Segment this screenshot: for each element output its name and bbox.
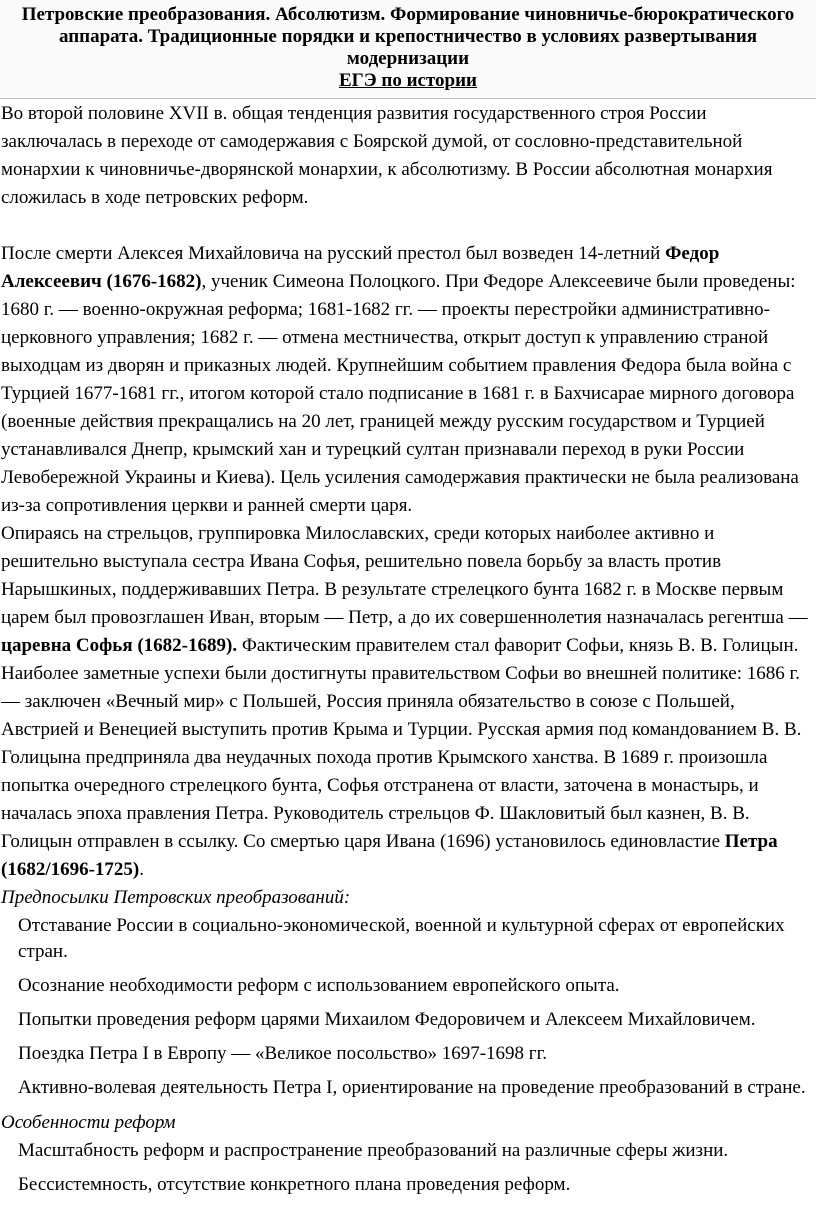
list-item: Отставание России в социально-экономической, военной и культурной сферах от европейских стран. <box>18 915 785 962</box>
paragraph-fedor-text-2: , ученик Симеона Полоцкого. При Федоре Алексеевиче были проведены: 1680 г. — военно-окружная реформа; 1681-1682 гг. — проекты перестройки административно-церковного управления; 1682 г. — отмена местничества, открыт доступ к управлению страной выходцам из дворян и приказных людей. Крупнейшим событием правления Федора была война с Турцией 1677-1681 гг., итогом которой стало подписание в 1681 г. в Бахчисарае мирного договора (военные действия прекращались на 20 лет, границей между русским государством и Турцией устанавливался Днепр, крымский хан и турецкий султан признавали переход в руки России Левобережной Украины и Киева). Цель усиления самодержавия практически не была реализована из-за сопротивления церкви и ранней смерти царя. <box>1 271 799 516</box>
list-item: Активно-волевая деятельность Петра I, ориентирование на проведение преобразований в стране. <box>18 1077 806 1098</box>
peter-name-bold: Петра (1682/1696-1725) <box>1 831 778 880</box>
prerequisites-heading: Предпосылки Петровских преобразований: <box>1 887 351 908</box>
list-item: Масштабность реформ и распространение преобразований на различные сферы жизни. <box>18 1140 729 1161</box>
paragraph-sofia-text-1: Опираясь на стрельцов, группировка Милославских, среди которых наиболее активно и решительно выступала сестра Ивана Софья, решительно повела борьбу за власть против Нарышкиных, поддерживавших Петра. В результате стрелецкого бунта 1682 г. в Москве первым царем был провозглашен Иван, вторым — Петр, а до их совершеннолетия назначалась регентша — <box>1 523 808 628</box>
sofia-name-bold: царевна Софья (1682-1689). <box>1 635 238 656</box>
document-body <box>0 100 816 1198</box>
paragraph-sofia-text-2: Фактическим правителем стал фаворит Софьи, князь В. В. Голицын. Наиболее заметные успехи были достигнуты правительством Софьи во внешней политике: 1686 г. — заключен «Вечный мир» с Польшей, Россия приняла обязательство в союзе с Польшей, Австрией и Венецией выступить против Крыма и Турции. Русская армия под командованием В. В. Голицына предприняла два неудачных похода против Крымского ханства. В 1689 г. произошла попытка очередного стрелецкого бунта, Софья отстранена от власти, заточена в монастырь, и началась эпоха правления Петра. Руководитель стрельцов Ф. Шакловитый был казнен, В. В. Голицын отправлен в ссылку. Со смертью царя Ивана (1696) установилось единовластие <box>1 635 802 852</box>
paragraph-sofia-text-3: . <box>139 859 145 880</box>
paragraph-sofia <box>1 520 810 884</box>
features-list <box>1 1138 810 1198</box>
features-heading: Особенности реформ <box>1 1112 176 1133</box>
list-item: Бессистемность, отсутствие конкретного плана проведения реформ. <box>18 1174 571 1195</box>
paragraph-fedor <box>1 240 810 520</box>
document-subtitle-link[interactable]: ЕГЭ по истории <box>338 70 478 91</box>
document-header <box>0 0 816 99</box>
list-item: Поездка Петра I в Европу — «Великое посольство» 1697-1698 гг. <box>18 1043 547 1064</box>
list-item: Осознание необходимости реформ с использованием европейского опыта. <box>18 975 620 996</box>
paragraph-fedor-text-1: После смерти Алексея Михайловича на русский престол был возведен 14-летний <box>1 243 666 264</box>
document-title: Петровские преобразования. Абсолютизм. Формирование чиновничье-бюрократического аппарата. Традиционные порядки и крепостничество в условиях развертывания модернизации <box>21 4 795 69</box>
paragraph-intro: Во второй половине XVII в. общая тенденция развития государственного строя России заключалась в переходе от самодержавия с Боярской думой, от сословно-представительной монархии к чиновничье-дворянской монархии, к абсолютизму. В России абсолютная монархия сложилась в ходе петровских реформ. <box>1 103 773 208</box>
paragraph-gap <box>1 212 810 240</box>
fedor-name-bold: Федор Алексеевич (1676-1682) <box>1 243 720 292</box>
list-item: Попытки проведения реформ царями Михаилом Федоровичем и Алексеем Михайловичем. <box>18 1009 756 1030</box>
prerequisites-list <box>1 913 810 1101</box>
